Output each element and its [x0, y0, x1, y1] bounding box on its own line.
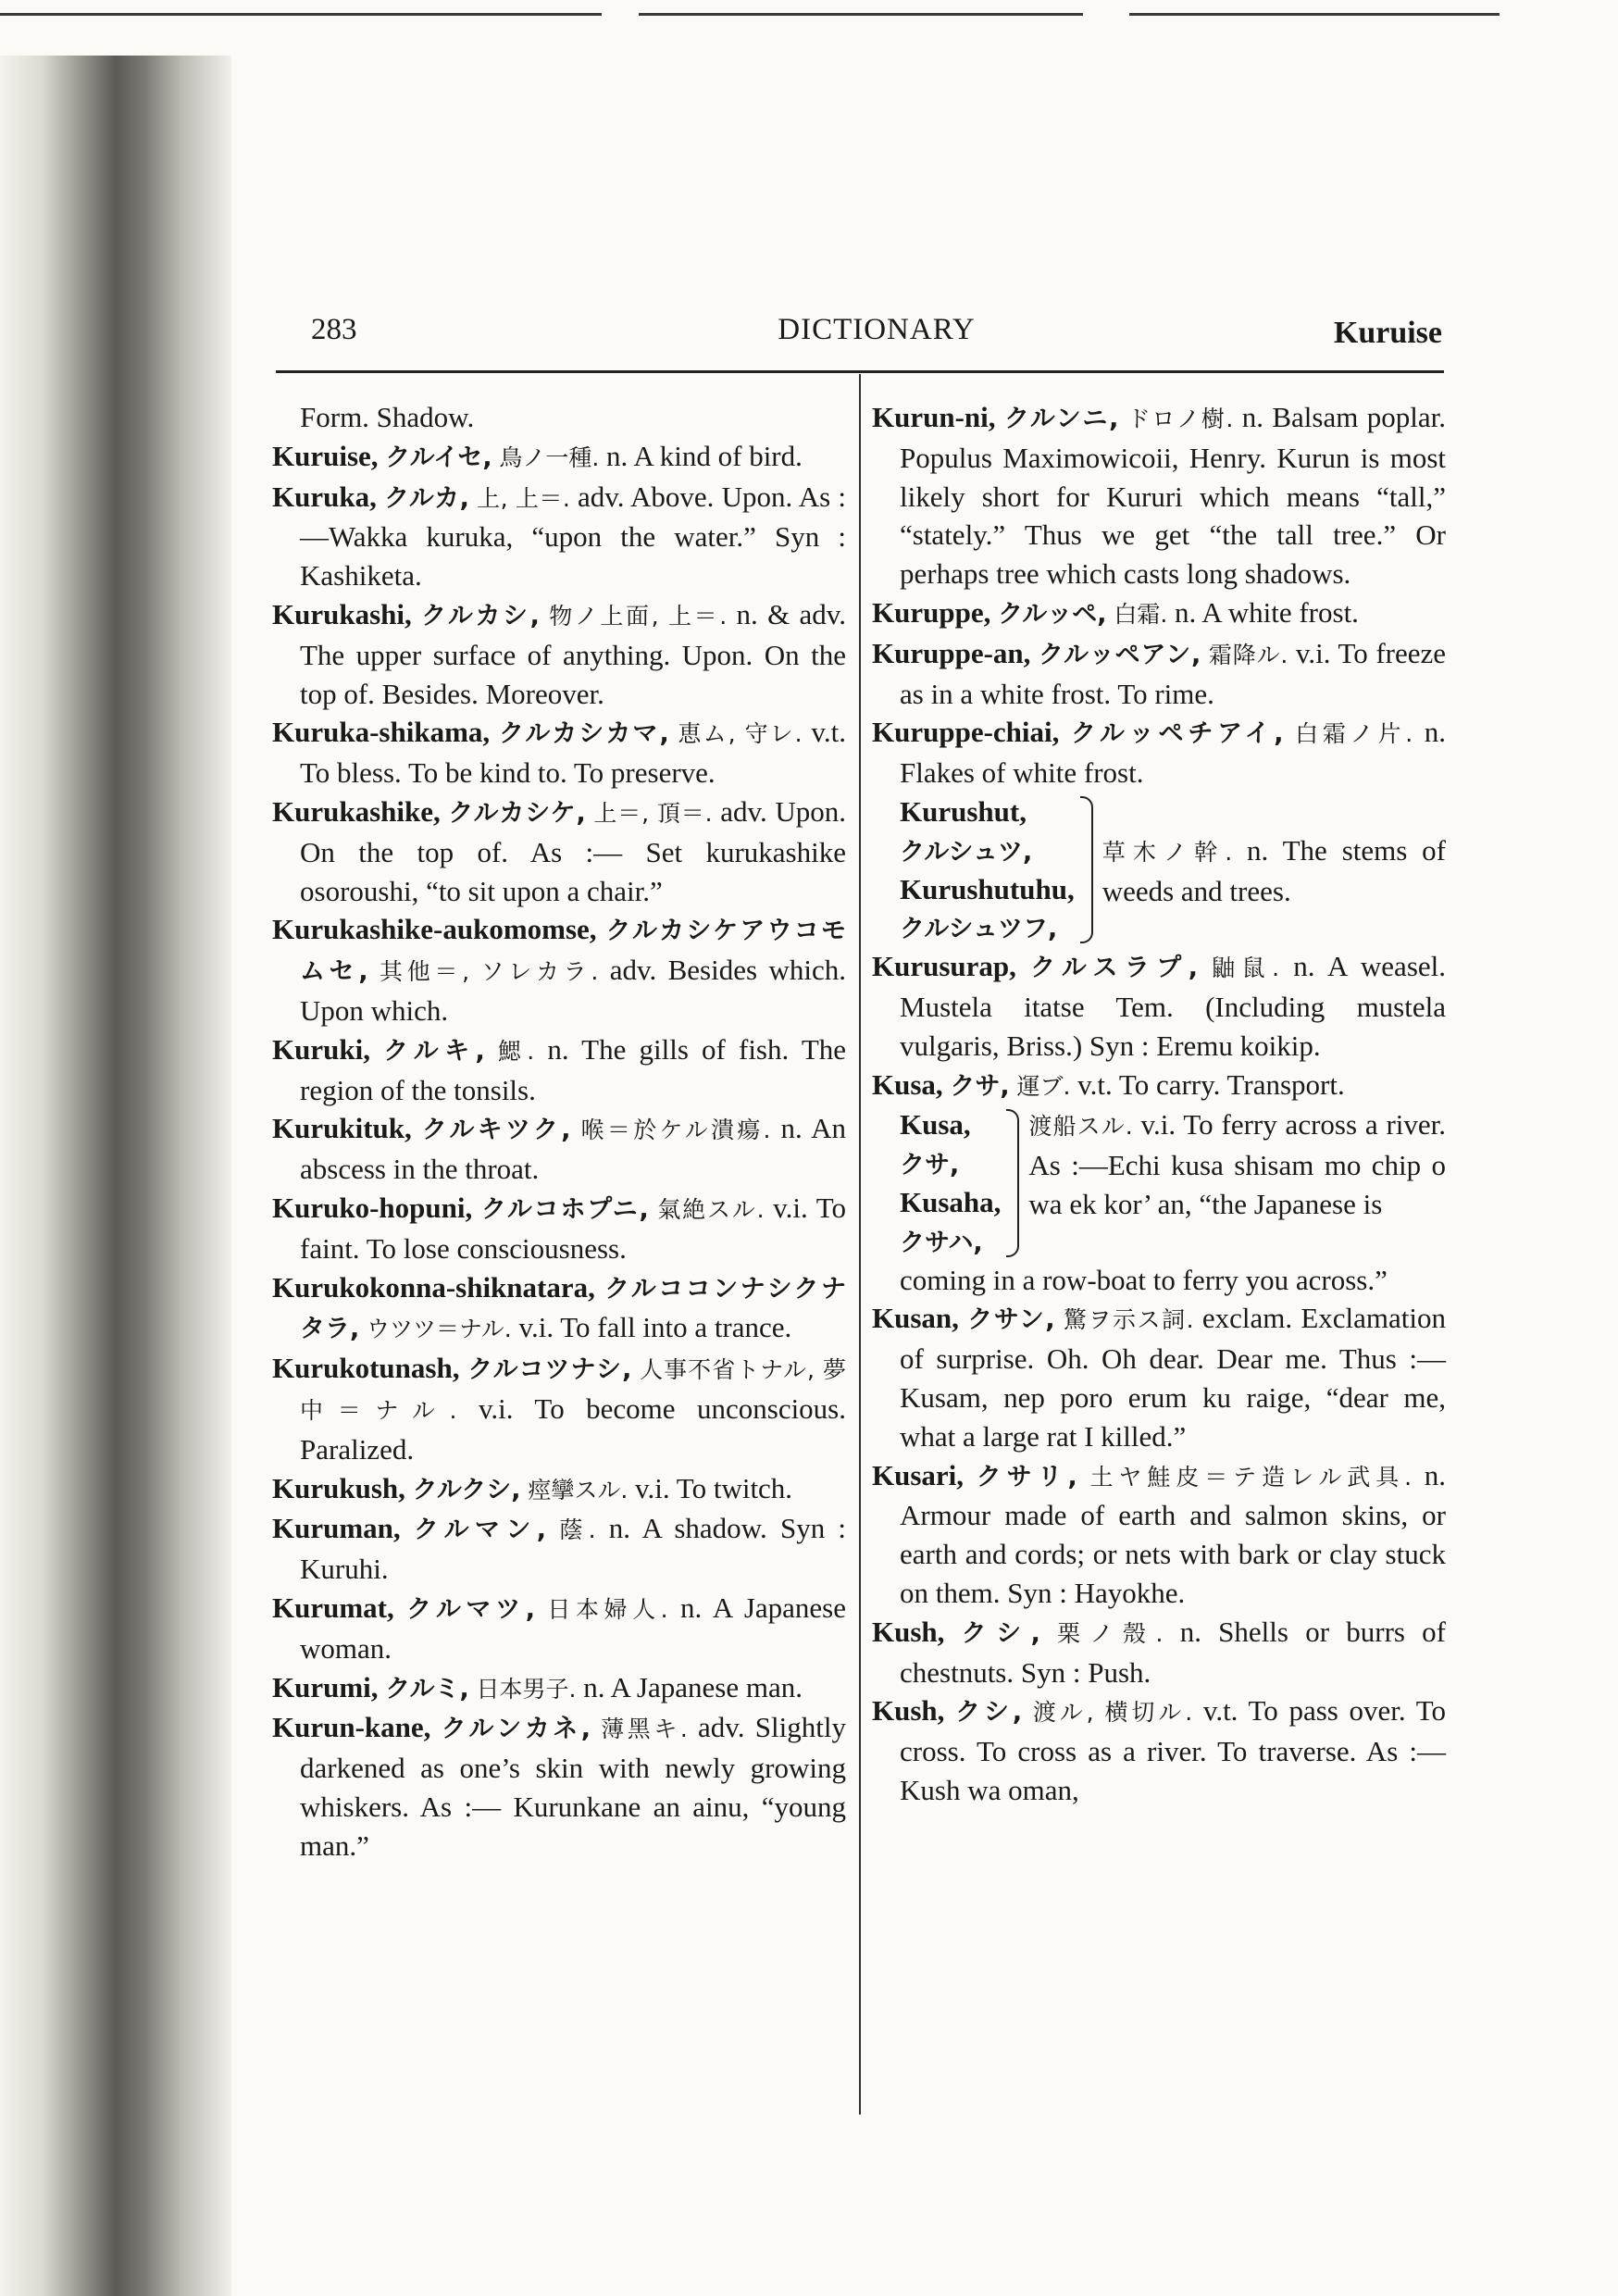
dictionary-entry: [872, 1299, 1446, 1455]
definition: adv. Slightly darkened as one’s skin with newly growing whiskers. As :— Kurunkane an ainu, “young man.”: [300, 1711, 846, 1862]
katakana: クサリ,: [976, 1462, 1077, 1491]
katakana: クルシュツフ,: [900, 915, 1058, 944]
dictionary-entry: [272, 1189, 846, 1268]
dictionary-entry: [272, 1268, 846, 1350]
kanji-gloss: 白霜.: [1114, 600, 1168, 628]
definition: v.i. To become unconscious. Paralized.: [300, 1391, 846, 1466]
definition: v.i. To twitch.: [628, 1471, 793, 1504]
kanji-gloss: 薄黑キ.: [601, 1716, 688, 1743]
kanji-gloss: ウツツ＝ナル.: [367, 1316, 512, 1343]
kanji-gloss: 蔭.: [559, 1516, 596, 1544]
kanji-gloss: 氣絶スル.: [657, 1195, 765, 1223]
grouped-entry: [872, 1105, 1446, 1260]
katakana: クルシュツ,: [900, 837, 1033, 867]
definition: v.i. To fall into a trance.: [511, 1311, 792, 1344]
definition: n. A Japanese woman.: [300, 1591, 846, 1665]
headword: Kurukokonna-shiknatara,: [272, 1270, 595, 1304]
dictionary-entry: [872, 1066, 1446, 1106]
dictionary-entry: [272, 1109, 846, 1189]
page-title: DICTIONARY: [778, 313, 976, 346]
headword: Kurushut,: [900, 794, 1027, 828]
katakana: クルッペ,: [998, 599, 1107, 629]
katakana: クルカシケ,: [448, 798, 586, 828]
dictionary-entry: [872, 593, 1446, 634]
definition: n. The stems of weeds and trees.: [1101, 833, 1447, 907]
kanji-gloss: 痙攣スル.: [528, 1476, 629, 1504]
definition: adv. Upon. On the top of. As :— Set kurukashike osoroushi, “to sit upon a chair.”: [300, 794, 847, 907]
katakana: クルンニ,: [1003, 405, 1119, 433]
dictionary-entry: [272, 1469, 846, 1510]
grouped-headwords: [872, 1105, 1001, 1260]
definition: n. Shells or burrs of chestnuts. Syn : Push.: [900, 1615, 1447, 1689]
kanji-gloss: 渡船スル.: [1028, 1113, 1133, 1141]
headword: Kurukashike,: [272, 794, 441, 828]
dictionary-entry: [272, 1030, 846, 1110]
katakana: クサン,: [967, 1305, 1055, 1335]
kanji-gloss: 日本男子.: [476, 1675, 577, 1703]
headword: Kurumat,: [272, 1591, 394, 1624]
katakana: クルカシカマ,: [498, 719, 669, 749]
kanji-gloss: 霜降ル.: [1208, 641, 1288, 668]
dictionary-entry: [872, 398, 1446, 593]
dictionary-entry: [272, 713, 846, 792]
kanji-gloss: 栗ノ殼.: [1057, 1619, 1164, 1647]
definition: n. A white frost.: [1167, 595, 1359, 629]
brace-icon: [1006, 1109, 1019, 1256]
headword: Kurukotunash,: [272, 1352, 460, 1385]
dictionary-entry: [872, 713, 1446, 792]
right-entries-a: [872, 398, 1446, 792]
katakana: クルッペチアイ,: [1070, 719, 1284, 749]
kanji-gloss: 驚ヲ示ス詞.: [1063, 1306, 1194, 1334]
headword: Kuruko-hopuni,: [272, 1191, 473, 1224]
header-rule: [276, 370, 1444, 373]
kanji-gloss: 土ヤ鮭皮＝テ造レル武具.: [1089, 1463, 1413, 1491]
katakana: クルッペアン,: [1039, 640, 1201, 669]
headword: Kurukashi,: [272, 597, 412, 630]
definition: v.i. To freeze as in a white frost. To rime.: [900, 636, 1447, 710]
katakana: クルキ,: [383, 1036, 485, 1066]
kanji-gloss: 鼬鼠.: [1212, 955, 1280, 982]
kanji-gloss: 鳥ノ一種.: [499, 443, 600, 471]
top-scan-line: [0, 13, 602, 16]
katakana: クシ,: [961, 1618, 1040, 1648]
dictionary-entry: [272, 1509, 846, 1589]
dictionary-entry: [272, 792, 846, 910]
definition: n. A Japanese man.: [576, 1670, 803, 1703]
dictionary-entry: [272, 1708, 846, 1865]
kanji-gloss: 上＝, 頂＝.: [593, 799, 713, 827]
dictionary-entry: [872, 1613, 1446, 1692]
headword: Kusaha,: [900, 1185, 1002, 1218]
katakana: クルコツナシ,: [467, 1355, 632, 1385]
kanji-gloss: ドロノ樹.: [1126, 406, 1234, 432]
headword: Kurukituk,: [272, 1112, 412, 1145]
definition: v.t. To pass over. To cross. To cross as a river. To traverse. As :—Kush wa oman,: [900, 1694, 1447, 1806]
running-header: [311, 313, 1442, 357]
definition: v.t. To bless. To be kind to. To preserve.: [300, 716, 847, 790]
kanji-gloss: 其他＝, ソレカラ.: [380, 958, 599, 986]
katakana: クルココンナシクナタラ,: [300, 1274, 846, 1344]
katakana: クシ,: [955, 1698, 1023, 1728]
headword: Kuruppe-chiai,: [872, 716, 1060, 749]
definition: n. & adv. The upper surface of anything. Upon. On the top of. Besides. Moreover.: [300, 597, 847, 710]
kanji-gloss: 運ブ.: [1016, 1072, 1071, 1100]
definition: v.i. To ferry across a river. As :—Echi kusa shisam mo chip o wa ek kor’ an, “the Japanese is: [1028, 1108, 1447, 1220]
headword: Kuruka-shikama,: [272, 716, 491, 749]
dictionary-entry: [872, 947, 1446, 1065]
katakana: クルキツク,: [421, 1116, 571, 1145]
top-scan-line: [1129, 13, 1500, 16]
left-entries: [272, 437, 846, 1866]
grouped-entry: [872, 792, 1446, 947]
headword: Kusa,: [900, 1108, 971, 1142]
definition: n. A shadow. Syn : Kuruhi.: [300, 1512, 847, 1586]
dictionary-entry: [272, 1668, 846, 1709]
dictionary-entry: [272, 437, 846, 478]
headword: Kurushutuhu,: [900, 872, 1075, 905]
katakana: クサ,: [900, 1151, 960, 1180]
definition: n. A weasel. Mustela itatse Tem. (Including mustela vulgaris, Briss.) Syn : Eremu koikip.: [900, 950, 1447, 1062]
headword: Kuruise,: [272, 439, 379, 472]
kanji-gloss: 恵ム, 守レ.: [678, 720, 803, 748]
headword: Kurusurap,: [872, 950, 1016, 983]
headword: Kuruppe-an,: [872, 636, 1031, 669]
definition: n. Armour made of earth and salmon skins, or earth and cords; or nets with bark or clay stuck on them. Syn : Hayokhe.: [900, 1458, 1447, 1609]
headword: Kush,: [872, 1615, 945, 1648]
definition: adv. Besides which. Upon which.: [300, 954, 846, 1027]
grouped-definition: [1102, 792, 1446, 947]
headword: Kush,: [872, 1694, 945, 1728]
continuation-text: Form. Shadow.: [300, 401, 475, 433]
headword: Kusan,: [872, 1302, 959, 1335]
katakana: クルマツ,: [406, 1594, 536, 1624]
grouped-headwords: [872, 792, 1075, 947]
katakana: クサ,: [950, 1071, 1010, 1101]
binding-gutter-shadow: [0, 56, 231, 2296]
katakana: クルンカネ,: [441, 1715, 591, 1744]
definition: v.i. To faint. To lose consciousness.: [300, 1191, 846, 1265]
katakana: クルコホプニ,: [480, 1194, 649, 1224]
definition: n. An abscess in the throat.: [300, 1112, 847, 1186]
headword: Kuruka,: [272, 480, 377, 513]
katakana: クルクシ,: [412, 1475, 521, 1504]
kanji-gloss: 物ノ上面, 上＝.: [549, 602, 728, 630]
kanji-gloss: 草木ノ幹.: [1101, 838, 1233, 866]
headword: Kuruman,: [272, 1512, 401, 1545]
kanji-gloss: 人事不省トナル, 夢中＝ナル.: [300, 1356, 846, 1424]
headword: Kuruki,: [272, 1032, 370, 1066]
katakana: クルカシ,: [421, 601, 540, 630]
kanji-gloss: 喉＝於ケル潰瘍.: [580, 1117, 771, 1144]
kanji-gloss: 渡ル, 横切ル.: [1032, 1699, 1193, 1727]
top-scan-line: [639, 13, 1083, 16]
brace-icon: [1080, 796, 1093, 943]
katakana: クルミ,: [385, 1674, 469, 1703]
katakana: クルカ,: [384, 483, 469, 513]
kanji-gloss: 日本婦人.: [547, 1595, 668, 1623]
right-column: [872, 398, 1446, 1810]
katakana: クルスラプ,: [1030, 954, 1199, 983]
dictionary-entry: [272, 910, 846, 1029]
definition: n. The gills of fish. The region of the tonsils.: [300, 1032, 847, 1106]
katakana: クルイセ,: [385, 443, 492, 472]
definition: n. Flakes of white frost.: [900, 716, 1446, 790]
headword: Kuruppe,: [872, 595, 991, 629]
katakana: クルカシケアウコモムセ,: [300, 917, 847, 987]
left-column: [272, 398, 846, 1865]
katakana: クルマン,: [413, 1516, 547, 1545]
headword: Kurumi,: [272, 1670, 379, 1703]
right-entries-b: [872, 947, 1446, 1105]
dictionary-entry: [872, 1691, 1446, 1809]
definition: adv. Above. Upon. As :—Wakka kuruka, “upon the water.” Syn : Kashiketa.: [300, 480, 847, 593]
page-number: 283: [311, 313, 357, 346]
headword: Kurun-kane,: [272, 1711, 431, 1744]
dictionary-entry: [872, 1456, 1446, 1613]
definition: n. A kind of bird.: [599, 439, 803, 472]
dictionary-entry: [272, 478, 846, 595]
headword: Kurun-ni,: [872, 401, 996, 433]
dictionary-entry: [272, 1349, 846, 1468]
headword: Kurukush,: [272, 1471, 405, 1504]
definition: v.t. To carry. Transport.: [1070, 1067, 1345, 1101]
headword: Kurukashike-aukomomse,: [272, 913, 597, 946]
kanji-gloss: 白霜ノ片.: [1295, 720, 1413, 748]
katakana: クサハ,: [900, 1228, 983, 1257]
kanji-gloss: 鰓.: [497, 1037, 535, 1065]
dictionary-entry: [872, 634, 1446, 714]
definition: n. Balsam poplar. Populus Maximowicoii, Henry. Kurun is most likely short for Kururi which means “tall,” “stately.” Thus we get “the tall tree.” Or perhaps tree which casts long shadows.: [900, 401, 1446, 591]
dictionary-entry: [272, 595, 846, 713]
column-divider: [859, 374, 861, 2115]
headword: Kusa,: [872, 1067, 943, 1101]
headword: Kusari,: [872, 1458, 965, 1491]
right-entries-c: [872, 1299, 1446, 1809]
grouped-definition-tail: coming in a row-boat to ferry you across.”: [900, 1263, 1388, 1296]
guide-word: Kuruise: [1333, 316, 1442, 350]
dictionary-entry: [272, 1589, 846, 1668]
kanji-gloss: 上, 上＝.: [477, 484, 570, 512]
grouped-definition: [1028, 1105, 1446, 1260]
definition: exclam. Exclamation of surprise. Oh. Oh dear. Dear me. Thus :—Kusam, nep poro erum ku raige, “dear me, what a large rat I killed.”: [900, 1302, 1447, 1453]
